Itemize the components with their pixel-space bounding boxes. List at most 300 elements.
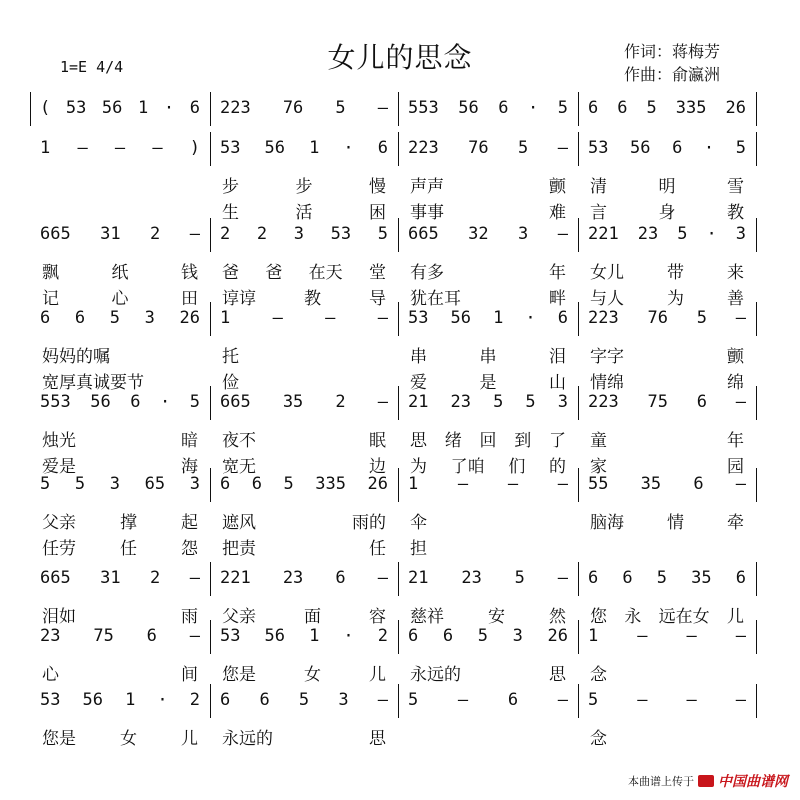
measure-notes	[588, 224, 746, 244]
note: 6	[189, 98, 200, 118]
lyric-word: 爸	[222, 263, 239, 283]
measure-notes	[40, 98, 200, 118]
measure-notes	[220, 568, 388, 588]
note: 2	[377, 626, 388, 646]
measure	[30, 218, 210, 252]
note: 5	[735, 138, 746, 158]
note: 5	[298, 690, 310, 710]
note: 1	[493, 308, 504, 328]
measure-notes	[588, 690, 746, 710]
note: —	[557, 224, 568, 244]
lyric-word: 您是	[222, 665, 256, 685]
credits	[624, 40, 720, 86]
lyric-measure	[30, 724, 210, 748]
lyric-word: 为	[410, 457, 427, 477]
note: 1	[408, 474, 419, 494]
measure	[578, 302, 756, 336]
note: 6	[335, 568, 346, 588]
lyric-word: 儿	[181, 729, 198, 749]
note: —	[457, 474, 469, 494]
lyric-word: 边	[369, 457, 386, 477]
notation-row	[30, 620, 756, 654]
note: 221	[588, 224, 619, 244]
note: —	[377, 98, 388, 118]
lyric-measure	[30, 508, 210, 532]
note: 6	[617, 98, 628, 118]
note: 223	[220, 98, 251, 118]
measure	[578, 620, 756, 654]
measure-notes	[408, 98, 568, 118]
note: 5	[656, 568, 667, 588]
lyric-measure	[578, 342, 756, 366]
note: 6	[588, 98, 599, 118]
measure-notes	[588, 626, 746, 646]
barline	[398, 92, 399, 126]
measure	[578, 218, 756, 252]
lyric-word: 遮风	[222, 513, 256, 533]
lyric-word: 事事	[410, 203, 444, 223]
lyric-word: 来	[727, 263, 744, 283]
measure-notes	[408, 568, 568, 588]
lyric-measure	[210, 724, 398, 748]
note: ·	[703, 138, 715, 158]
note: 6	[696, 392, 707, 412]
barline	[210, 468, 211, 502]
lyric-measure	[398, 426, 578, 450]
note: —	[735, 308, 746, 328]
note: 21	[408, 392, 429, 412]
note: —	[272, 308, 283, 328]
lyric-word: 念	[590, 729, 607, 749]
lyric-measure	[578, 660, 756, 684]
measure	[398, 218, 578, 252]
note: (	[40, 98, 51, 118]
lyric-word: 谆谆	[222, 289, 256, 309]
lyric-word: 女儿	[590, 263, 624, 283]
note: 5	[557, 98, 568, 118]
note: 6	[251, 474, 262, 494]
note: 31	[100, 568, 121, 588]
barline	[210, 218, 211, 252]
lyric-word: 导	[369, 289, 386, 309]
lyric-measure	[210, 172, 398, 196]
lyric-word: 们	[508, 457, 526, 477]
lyric-word: 到	[514, 431, 532, 451]
lyric-line	[30, 534, 756, 558]
barline	[210, 132, 211, 166]
note: 5	[283, 474, 294, 494]
lyric-word: 永	[624, 607, 642, 627]
note: 6	[220, 690, 231, 710]
lyric-line	[30, 724, 756, 748]
lyric-word: 步	[222, 177, 239, 197]
measure	[398, 386, 578, 420]
note: 75	[647, 392, 668, 412]
upload-text: 本曲谱上传于	[628, 775, 694, 788]
note: 75	[93, 626, 114, 646]
note: 1	[220, 308, 231, 328]
lyric-word: 声声	[410, 177, 444, 197]
lyric-word: 的	[548, 457, 566, 477]
note: —	[557, 138, 568, 158]
note: 3	[557, 392, 568, 412]
note: 553	[40, 392, 71, 412]
note: 21	[408, 568, 429, 588]
note: —	[735, 626, 746, 646]
barline	[756, 620, 757, 654]
lyric-word: 颤	[727, 347, 744, 367]
note: 53	[220, 626, 241, 646]
barline	[398, 132, 399, 166]
lyric-line	[30, 508, 756, 532]
note: 6	[498, 98, 509, 118]
lyric-word: 烛光	[42, 431, 76, 451]
measure	[30, 620, 210, 654]
lyric-word: 田	[181, 289, 198, 309]
notation-row	[30, 302, 756, 336]
note: —	[377, 392, 388, 412]
note: 221	[220, 568, 251, 588]
measure	[398, 132, 578, 166]
note: 223	[588, 392, 619, 412]
measure-notes	[408, 690, 568, 710]
lyric-word: 教	[727, 203, 744, 223]
note: 5	[74, 474, 86, 494]
lyric-line	[30, 342, 756, 366]
note: 335	[675, 98, 707, 118]
lyric-word: 为	[667, 289, 684, 309]
note: 335	[315, 474, 346, 494]
measure	[578, 684, 756, 718]
note: 5	[477, 626, 488, 646]
note: 35	[640, 474, 662, 494]
measure-notes	[40, 138, 200, 158]
lyric-measure	[398, 508, 578, 532]
lyric-word: 泪如	[42, 607, 76, 627]
lyric-measure	[210, 342, 398, 366]
lyric-word: 心	[111, 289, 129, 309]
lyric-word: 怨	[181, 539, 198, 559]
lyric-word: 生	[222, 203, 239, 223]
note: 56	[264, 626, 286, 646]
lyric-word: 女	[120, 729, 137, 749]
lyric-word: 脑海	[590, 513, 624, 533]
note: 223	[588, 308, 619, 328]
lyric-measure	[398, 258, 578, 282]
note: 5	[518, 138, 529, 158]
lyric-word: 雨的	[352, 513, 386, 533]
barline	[578, 620, 579, 654]
measure-notes	[408, 308, 568, 328]
lyric-word: 永远的	[222, 729, 273, 749]
note: 53	[65, 98, 87, 118]
site-logo-icon	[698, 775, 714, 787]
note: 31	[100, 224, 121, 244]
lyric-word: 困	[369, 203, 386, 223]
lyric-word: 教	[304, 289, 321, 309]
barline	[398, 386, 399, 420]
note: 1	[588, 626, 599, 646]
note: 6	[557, 308, 568, 328]
note: 6	[622, 568, 633, 588]
lyric-measure	[578, 534, 756, 558]
lyric-word: 串	[410, 347, 427, 367]
lyric-word: 了咱	[450, 457, 485, 477]
measure-notes	[220, 98, 388, 118]
note: 6	[130, 392, 141, 412]
barline	[578, 684, 579, 718]
lyricist-credit: 作词：蒋梅芳	[624, 42, 721, 61]
note: 1	[309, 626, 320, 646]
measure	[578, 468, 756, 502]
lyric-word: 堂	[368, 263, 386, 283]
lyric-measure	[210, 508, 398, 532]
note: —	[735, 690, 746, 710]
lyric-word: 妈妈的嘱	[42, 347, 110, 367]
lyric-word: 记	[42, 289, 59, 309]
note: ·	[343, 138, 354, 158]
lyric-word: 年	[727, 431, 744, 451]
lyric-word: 夜不	[222, 431, 256, 451]
lyric-line	[30, 660, 756, 684]
measure	[578, 132, 756, 166]
measure-notes	[220, 626, 388, 646]
measure	[398, 92, 578, 126]
lyric-word: 思	[410, 431, 427, 451]
lyric-word: 清	[590, 177, 607, 197]
lyric-word: 慈祥	[410, 607, 444, 627]
note: 65	[144, 474, 166, 494]
note: 6	[146, 626, 157, 646]
measure-notes	[40, 308, 200, 328]
note: 1	[40, 138, 51, 158]
barline	[756, 386, 757, 420]
note: 6	[259, 690, 270, 710]
lyric-word: 明	[658, 177, 676, 197]
lyric-word: 山	[549, 373, 566, 393]
barline	[210, 684, 211, 718]
note: 6	[588, 568, 599, 588]
lyric-measure	[30, 258, 210, 282]
lyric-word: 撑	[120, 513, 137, 533]
lyric-word: 永远的	[410, 665, 461, 685]
note: 56	[90, 392, 111, 412]
measure-notes	[408, 224, 568, 244]
note: —	[189, 626, 200, 646]
lyric-word: 父亲	[42, 513, 76, 533]
barline	[398, 620, 399, 654]
note: —	[377, 308, 388, 328]
note: 23	[40, 626, 61, 646]
note: 53	[330, 224, 352, 244]
lyric-word: 泪	[549, 347, 566, 367]
measure-notes	[588, 308, 746, 328]
lyric-measure	[398, 172, 578, 196]
measure	[398, 684, 578, 718]
notation-row	[30, 468, 756, 502]
note: —	[686, 626, 697, 646]
lyric-word: 任劳	[42, 539, 76, 559]
note: 35	[691, 568, 712, 588]
note: 55	[588, 474, 609, 494]
note: 2	[220, 224, 231, 244]
lyric-line	[30, 258, 756, 282]
lyric-word: 间	[181, 665, 198, 685]
note: ·	[527, 98, 539, 118]
measure	[210, 302, 398, 336]
lyric-measure	[210, 258, 398, 282]
note: 2	[150, 224, 161, 244]
site-name: 中国曲谱网	[718, 774, 788, 790]
lyric-measure	[30, 660, 210, 684]
notation-row	[30, 132, 756, 166]
note: —	[637, 626, 648, 646]
measure	[578, 386, 756, 420]
notation-row	[30, 386, 756, 420]
barline	[756, 302, 757, 336]
lyric-word: 然	[549, 607, 566, 627]
note: 5	[588, 690, 599, 710]
note: ·	[343, 626, 354, 646]
lyric-word: 畔	[549, 289, 566, 309]
note: 53	[40, 690, 61, 710]
lyric-word: 家	[590, 457, 607, 477]
note: 26	[367, 474, 388, 494]
measure	[210, 562, 398, 596]
note: —	[325, 308, 336, 328]
measure	[398, 620, 578, 654]
key-signature: 1=E 4/4	[60, 58, 124, 76]
note: —	[507, 474, 519, 494]
composer-credit: 作曲：俞瀛洲	[624, 65, 721, 84]
measure-notes	[408, 392, 568, 412]
lyric-word: 宽无	[222, 457, 256, 477]
lyric-word: 字字	[590, 347, 624, 367]
measure-notes	[40, 626, 200, 646]
measure	[210, 684, 398, 718]
lyric-line	[30, 426, 756, 450]
measure	[30, 302, 210, 336]
note: —	[77, 138, 88, 158]
lyric-word: 爸	[265, 263, 283, 283]
lyric-word: 绪	[444, 431, 462, 451]
notation-row	[30, 218, 756, 252]
lyric-line	[30, 172, 756, 196]
note: 5	[408, 690, 419, 710]
note: 3	[518, 224, 529, 244]
note: 3	[293, 224, 304, 244]
lyric-word: 带	[667, 263, 684, 283]
note: ·	[159, 392, 171, 412]
measure	[578, 92, 756, 126]
measure-notes	[408, 474, 568, 494]
lyric-word: 了	[549, 431, 566, 451]
measure-notes	[40, 568, 200, 588]
lyric-word: 托	[222, 347, 239, 367]
note: 23	[637, 224, 659, 244]
lyric-word: 难	[549, 203, 566, 223]
note: —	[557, 568, 568, 588]
note: 2	[150, 568, 161, 588]
note: 6	[507, 690, 519, 710]
note: 6	[40, 308, 51, 328]
note: —	[557, 474, 568, 494]
barline	[398, 468, 399, 502]
note: 35	[282, 392, 304, 412]
note: ·	[706, 224, 717, 244]
barline	[756, 684, 757, 718]
lyric-word: 远在女	[658, 607, 710, 627]
lyric-word: 身	[658, 203, 676, 223]
measure-notes	[588, 98, 746, 118]
measure	[30, 684, 210, 718]
measure-notes	[588, 568, 746, 588]
measure	[578, 562, 756, 596]
measure-notes	[220, 138, 388, 158]
note: 6	[74, 308, 86, 328]
note: )	[189, 138, 200, 158]
lyric-word: 海	[181, 457, 198, 477]
note: 5	[696, 308, 707, 328]
lyric-word: 把责	[222, 539, 256, 559]
lyric-word: 纸	[111, 263, 129, 283]
note: 5	[493, 392, 504, 412]
lyric-word: 念	[590, 665, 607, 685]
note: 3	[144, 308, 155, 328]
lyric-word: 您是	[42, 729, 76, 749]
lyric-word: 犹在耳	[410, 289, 461, 309]
note: 76	[468, 138, 489, 158]
lyric-measure	[578, 508, 756, 532]
measure	[398, 562, 578, 596]
measure-notes	[40, 392, 200, 412]
lyric-word: 串	[479, 347, 497, 367]
measure-notes	[40, 690, 200, 710]
note: —	[189, 224, 200, 244]
measure-notes	[408, 138, 568, 158]
note: 1	[138, 98, 149, 118]
note: —	[637, 690, 648, 710]
lyric-word: 园	[727, 457, 744, 477]
note: 6	[693, 474, 704, 494]
lyric-word: 回	[479, 431, 497, 451]
measure	[210, 132, 398, 166]
note: 6	[672, 138, 683, 158]
note: 26	[179, 308, 200, 328]
notation-row	[30, 684, 756, 718]
note: 23	[461, 568, 482, 588]
barline	[30, 92, 31, 126]
note: 1	[309, 138, 320, 158]
lyric-word: 雪	[727, 177, 744, 197]
barline	[398, 302, 399, 336]
lyric-measure	[578, 258, 756, 282]
lyric-word: 宽厚真诚要节	[42, 373, 144, 393]
note: 76	[647, 308, 668, 328]
note: 5	[189, 392, 200, 412]
lyric-word: 爱	[410, 373, 427, 393]
lyric-word: 爱是	[42, 457, 76, 477]
barline	[756, 132, 757, 166]
lyric-measure	[578, 426, 756, 450]
measure	[398, 302, 578, 336]
note: 5	[514, 568, 525, 588]
note: —	[152, 138, 163, 158]
note: —	[377, 690, 388, 710]
lyric-word: 言	[590, 203, 607, 223]
lyric-word: 起	[181, 513, 198, 533]
lyric-measure	[30, 172, 210, 196]
